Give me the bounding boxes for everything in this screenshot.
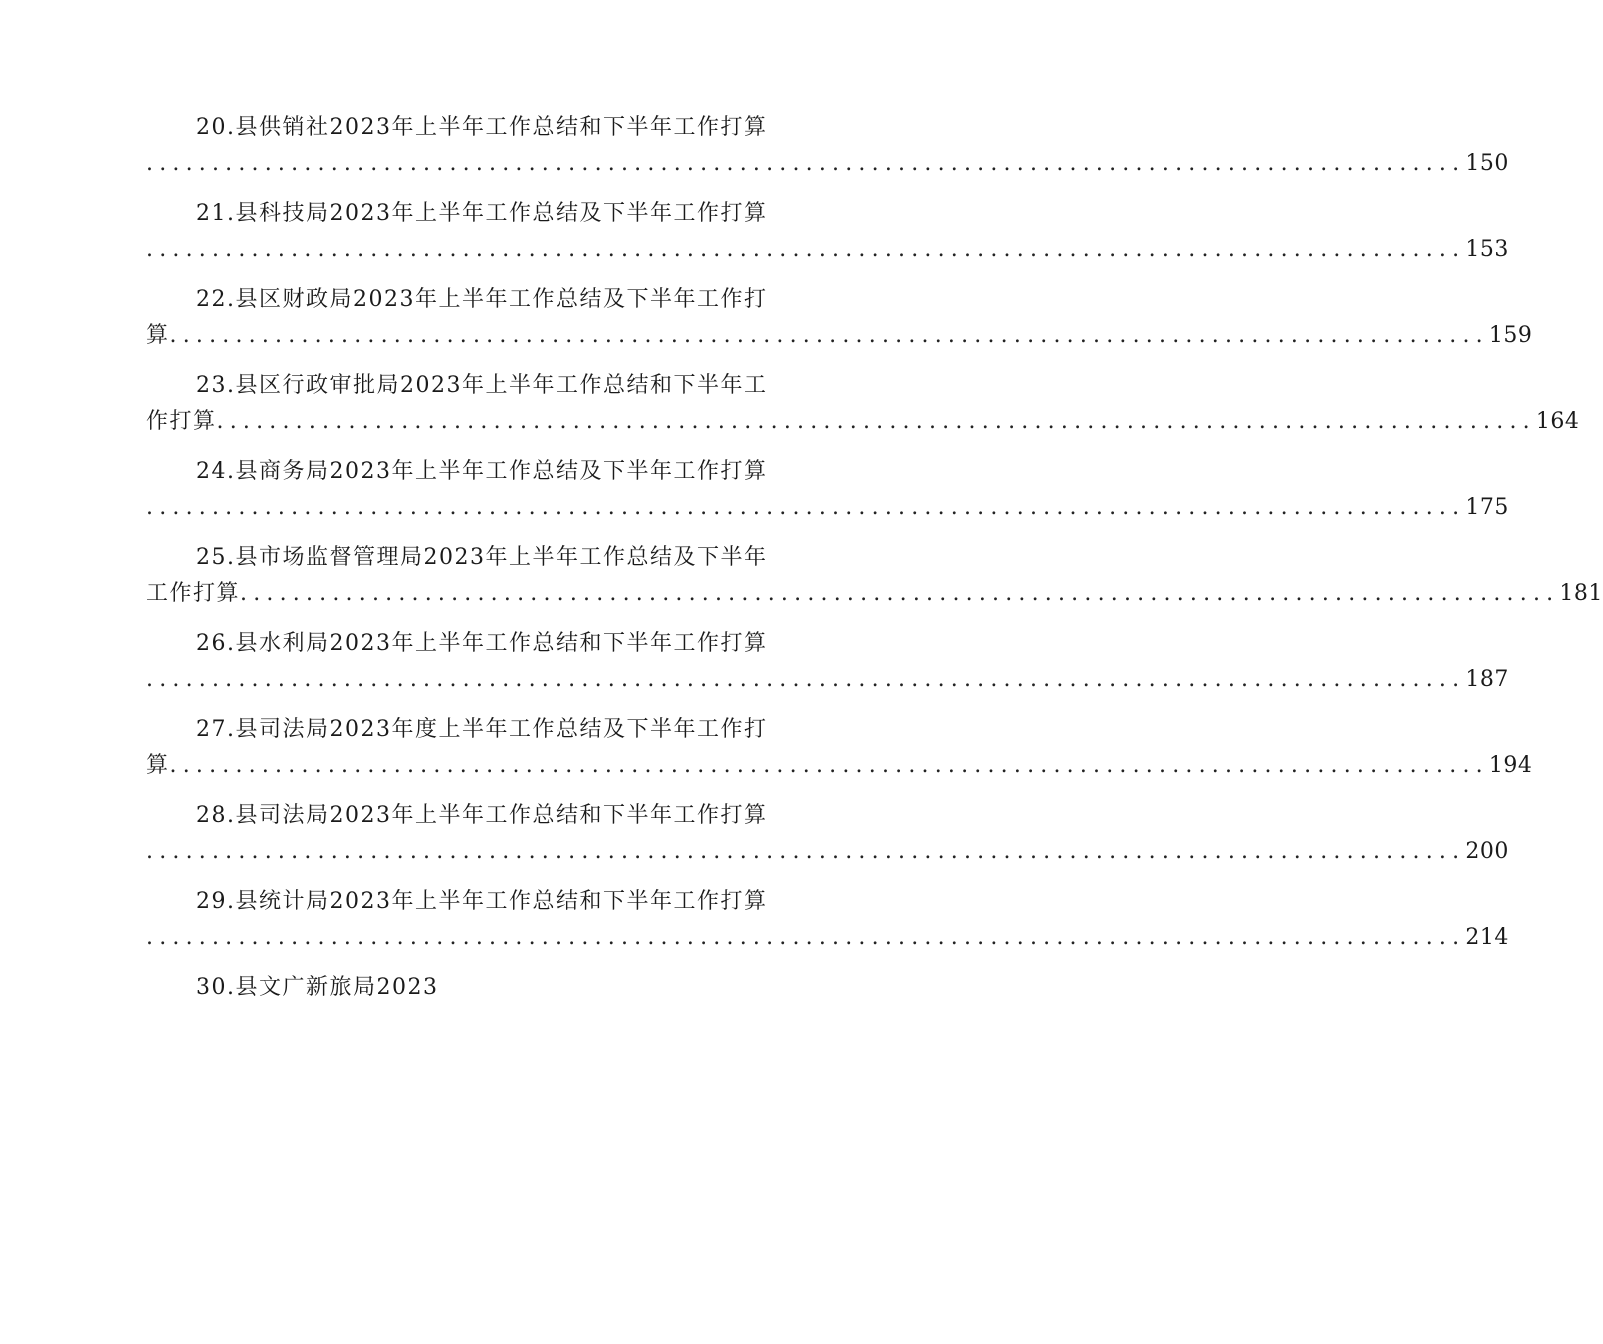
toc-entry-line2 [146, 662, 1509, 698]
toc-entry-line2 [146, 232, 1509, 268]
toc-entry[interactable] [146, 368, 1580, 440]
toc-entry-title-continuation: 作打算 [146, 409, 217, 434]
toc-entry-title-continuation: 工作打算 [146, 581, 241, 606]
toc-entry[interactable] [146, 712, 1533, 784]
toc-page-number: 150 [1465, 151, 1509, 176]
toc-entry-line2 [146, 834, 1509, 870]
table-of-contents [146, 110, 1603, 1020]
toc-entry-title: 25.县市场监督管理局2023年上半年工作总结及下半年 [196, 545, 768, 570]
toc-entry-title: 20.县供销社2023年上半年工作总结和下半年工作打算 [196, 115, 768, 140]
dot-leader: .................................................................................................... [169, 753, 1489, 778]
dot-leader: .................................................................................................... [146, 151, 1466, 176]
toc-page-number: 187 [1465, 667, 1509, 692]
toc-entry-title: 22.县区财政局2023年上半年工作总结及下半年工作打 [196, 287, 768, 312]
dot-leader: .................................................................................................... [146, 839, 1466, 864]
toc-page-number: 159 [1488, 323, 1533, 348]
dot-leader: .................................................................................................... [146, 495, 1466, 520]
toc-entry-title-continuation: 算 [146, 323, 170, 348]
toc-entry-title-continuation: 算 [146, 753, 170, 778]
toc-entry-title: 26.县水利局2023年上半年工作总结和下半年工作打算 [196, 631, 768, 656]
toc-entry-title: 21.县科技局2023年上半年工作总结及下半年工作打算 [196, 201, 768, 226]
toc-entry-line2 [146, 748, 1533, 784]
toc-entry-line2 [146, 576, 1603, 612]
dot-leader: .................................................................................................... [169, 323, 1489, 348]
toc-page-number: 214 [1465, 925, 1509, 950]
toc-page-number: 181 [1559, 581, 1603, 606]
toc-page-number: 200 [1465, 839, 1509, 864]
toc-page-number: 194 [1488, 753, 1533, 778]
toc-entry-line2 [146, 318, 1533, 354]
toc-entry-line2 [146, 146, 1509, 182]
toc-entry-partial[interactable] [146, 970, 806, 1006]
toc-entry[interactable] [146, 540, 1603, 612]
dot-leader: .................................................................................................... [146, 925, 1466, 950]
dot-leader: .................................................................................................... [146, 237, 1466, 262]
dot-leader: .................................................................................................... [146, 667, 1466, 692]
toc-entry[interactable] [146, 626, 1509, 698]
toc-page-number: 164 [1535, 409, 1580, 434]
toc-entry[interactable] [146, 282, 1533, 354]
toc-entry-title: 27.县司法局2023年度上半年工作总结及下半年工作打 [196, 717, 768, 742]
toc-entry-title: 30.县文广新旅局2023 [196, 975, 439, 1000]
toc-entry[interactable] [146, 884, 1509, 956]
dot-leader: .................................................................................................... [216, 409, 1536, 434]
toc-page-number: 175 [1465, 495, 1509, 520]
toc-entry-line2 [146, 490, 1509, 526]
toc-entry-line2 [146, 920, 1509, 956]
toc-entry-title: 24.县商务局2023年上半年工作总结及下半年工作打算 [196, 459, 768, 484]
toc-entry-title: 29.县统计局2023年上半年工作总结和下半年工作打算 [196, 889, 768, 914]
toc-entry-title: 28.县司法局2023年上半年工作总结和下半年工作打算 [196, 803, 768, 828]
toc-entry[interactable] [146, 798, 1509, 870]
toc-entry[interactable] [146, 454, 1509, 526]
toc-entry-line2 [146, 404, 1580, 440]
toc-page-number: 153 [1465, 237, 1509, 262]
toc-entry-title: 23.县区行政审批局2023年上半年工作总结和下半年工 [196, 373, 768, 398]
toc-entry[interactable] [146, 110, 1509, 182]
toc-entry[interactable] [146, 196, 1509, 268]
dot-leader: .................................................................................................... [240, 581, 1560, 606]
